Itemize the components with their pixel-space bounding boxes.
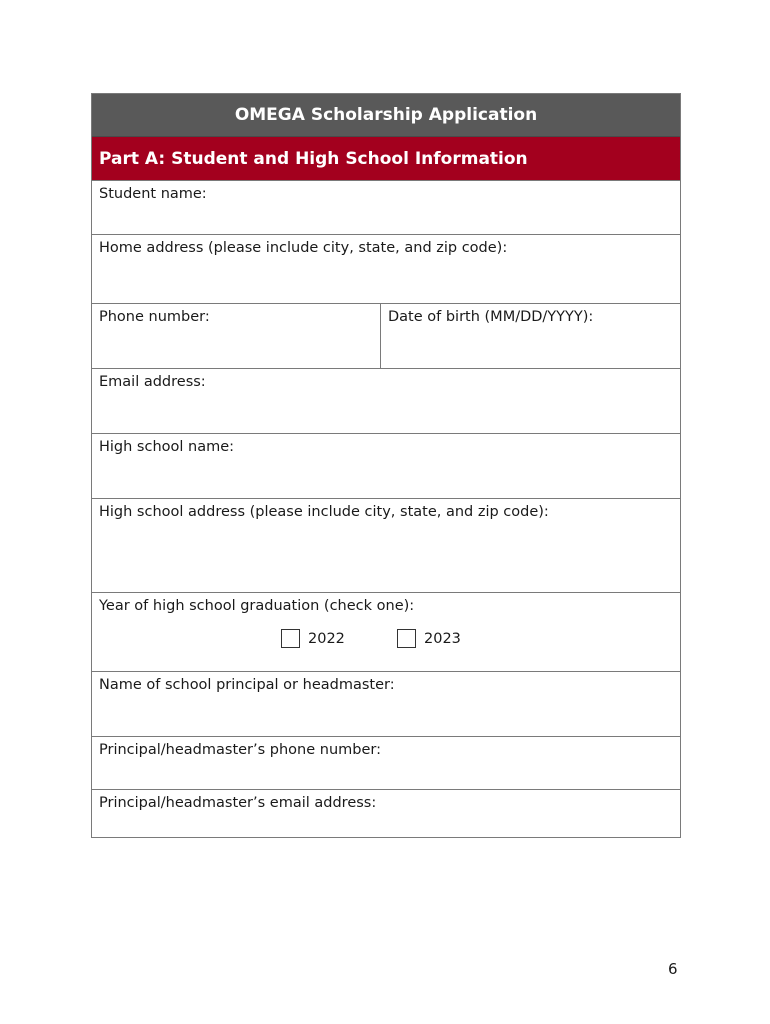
student-name-field[interactable]	[92, 181, 680, 234]
phone-number-label: Phone number:	[99, 309, 210, 325]
graduation-option-2023-label: 2023	[424, 630, 461, 647]
graduation-year-options	[92, 629, 680, 651]
graduation-year-row	[92, 592, 680, 671]
high-school-name-label: High school name:	[99, 439, 235, 455]
student-name-row[interactable]	[92, 180, 680, 234]
principal-email-label: Principal/headmaster’s email address:	[99, 795, 377, 811]
principal-name-label: Name of school principal or headmaster:	[99, 677, 395, 693]
high-school-address-field[interactable]	[92, 499, 680, 592]
high-school-address-row[interactable]	[92, 498, 680, 592]
phone-number-field[interactable]	[92, 304, 381, 368]
checkbox-2023[interactable]	[397, 629, 416, 648]
student-name-label: Student name:	[99, 186, 207, 202]
high-school-name-field[interactable]	[92, 434, 680, 498]
checkbox-2022[interactable]	[281, 629, 300, 648]
date-of-birth-field[interactable]	[381, 304, 680, 368]
graduation-option-2022-label: 2022	[308, 630, 345, 647]
principal-phone-field[interactable]	[92, 737, 680, 789]
high-school-address-label: High school address (please include city, state, and zip code):	[99, 504, 549, 520]
email-address-field[interactable]	[92, 369, 680, 433]
scholarship-form	[91, 93, 681, 838]
graduation-option-2022[interactable]	[281, 629, 345, 648]
email-row[interactable]	[92, 368, 680, 433]
principal-phone-row[interactable]	[92, 736, 680, 789]
principal-name-row[interactable]	[92, 671, 680, 736]
phone-dob-row	[92, 303, 680, 368]
email-address-label: Email address:	[99, 374, 206, 390]
home-address-row[interactable]	[92, 234, 680, 303]
principal-email-row[interactable]	[92, 789, 680, 837]
form-title: OMEGA Scholarship Application	[92, 94, 680, 137]
home-address-field[interactable]	[92, 235, 680, 303]
principal-phone-label: Principal/headmaster’s phone number:	[99, 742, 381, 758]
principal-name-field[interactable]	[92, 672, 680, 736]
section-title: Part A: Student and High School Information	[92, 137, 680, 180]
high-school-name-row[interactable]	[92, 433, 680, 498]
graduation-option-2023[interactable]	[397, 629, 461, 648]
page-number: 6	[668, 960, 678, 978]
principal-email-field[interactable]	[92, 790, 680, 837]
date-of-birth-label: Date of birth (MM/DD/YYYY):	[388, 309, 594, 325]
home-address-label: Home address (please include city, state, and zip code):	[99, 240, 508, 256]
graduation-year-label: Year of high school graduation (check one):	[99, 598, 415, 614]
